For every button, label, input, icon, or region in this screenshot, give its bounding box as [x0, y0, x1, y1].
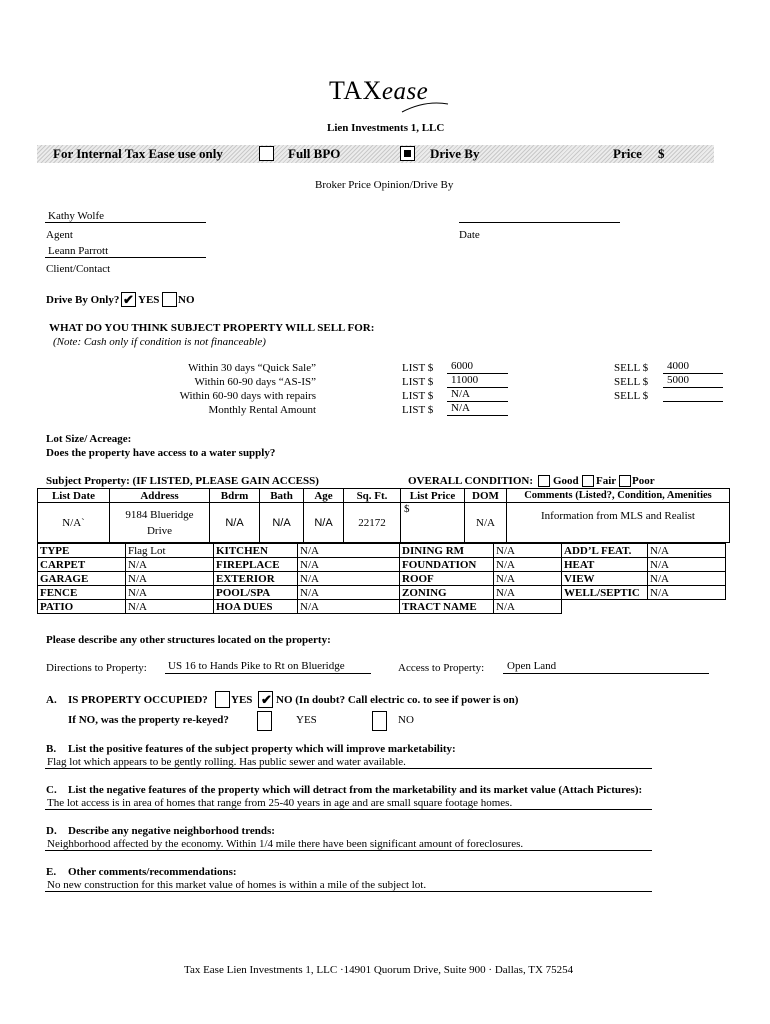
client-label: Client/Contact — [46, 263, 111, 275]
section-e-label: Other comments/recommendations: — [68, 866, 237, 878]
occupied-yes-label: YES — [231, 694, 253, 706]
list-value[interactable]: N/A — [451, 402, 470, 414]
section-b-prefix: B. — [46, 743, 57, 755]
features-table — [37, 543, 726, 614]
condition-poor-label: Poor — [632, 475, 655, 487]
header-list-date: List Date — [38, 489, 110, 503]
list-underline — [447, 415, 508, 416]
water-supply-label: Does the property have access to a water supply? — [46, 447, 276, 459]
feature-key: KITCHEN — [214, 544, 298, 558]
feature-key: ZONING — [400, 586, 494, 600]
feature-value[interactable]: N/A — [298, 586, 400, 600]
full-bpo-checkbox[interactable] — [259, 146, 274, 161]
subject-table — [37, 488, 730, 543]
section-d-prefix: D. — [46, 825, 57, 837]
cell-sqft[interactable]: 22172 — [344, 503, 401, 543]
subject-heading: Subject Property: (IF LISTED, PLEASE GAIN ACCESS) — [46, 475, 319, 487]
feature-value[interactable]: N/A — [494, 586, 562, 600]
header-comments: Comments (Listed?, Condition, Amenities — [507, 489, 730, 503]
sell-value[interactable]: 5000 — [667, 374, 689, 386]
rekeyed-yes-label: YES — [296, 714, 317, 726]
sell-heading: WHAT DO YOU THINK SUBJECT PROPERTY WILL SELL FOR: — [49, 322, 375, 334]
drive-by-yes-label: YES — [138, 294, 160, 306]
footer-address: Tax Ease Lien Investments 1, LLC ·14901 Quorum Drive, Suite 900 · Dallas, TX 75254 — [184, 964, 574, 976]
feature-key — [562, 600, 648, 614]
condition-fair-label: Fair — [596, 475, 617, 487]
feature-key: WELL/SEPTIC — [562, 586, 648, 600]
section-c-answer[interactable]: The lot access is in area of homes that range from 25-40 years in age and are small square footage homes. — [47, 797, 513, 809]
drive-by-label: Drive By — [430, 146, 480, 161]
cell-dom[interactable]: N/A — [465, 503, 507, 543]
feature-value[interactable]: Flag Lot — [126, 544, 214, 558]
sell-underline — [663, 401, 723, 402]
price-currency: $ — [658, 146, 665, 161]
feature-key: VIEW — [562, 572, 648, 586]
drive-by-no-checkbox[interactable] — [162, 292, 177, 307]
feature-row — [38, 586, 726, 600]
feature-key: ADD’L FEAT. — [562, 544, 648, 558]
feature-row — [38, 572, 726, 586]
feature-key: POOL/SPA — [214, 586, 298, 600]
feature-value[interactable]: N/A — [494, 558, 562, 572]
overall-condition-label: OVERALL CONDITION: — [408, 475, 533, 487]
list-label: LIST $ — [402, 404, 434, 416]
rekeyed-yes-checkbox[interactable] — [257, 711, 272, 731]
cell-age[interactable]: N/A — [304, 503, 344, 543]
feature-key: CARPET — [38, 558, 126, 572]
logo-swoosh-icon — [400, 100, 450, 114]
condition-fair-checkbox[interactable] — [582, 475, 594, 487]
feature-value[interactable]: N/A — [648, 558, 726, 572]
agent-label: Agent — [46, 229, 73, 241]
feature-value[interactable]: N/A — [126, 600, 214, 614]
feature-key: EXTERIOR — [214, 572, 298, 586]
feature-key: ROOF — [400, 572, 494, 586]
sell-row-label: Monthly Rental Amount — [208, 404, 316, 416]
feature-value[interactable]: N/A — [126, 586, 214, 600]
condition-poor-checkbox[interactable] — [619, 475, 631, 487]
list-label: LIST $ — [402, 376, 434, 388]
feature-value[interactable]: N/A — [126, 558, 214, 572]
full-bpo-label: Full BPO — [288, 146, 341, 161]
section-e-answer[interactable]: No new construction for this market value of homes is within a mile of the subject lot. — [47, 879, 427, 891]
header-age: Age — [304, 489, 344, 503]
feature-value[interactable]: N/A — [648, 544, 726, 558]
occupied-label: IS PROPERTY OCCUPIED? — [68, 694, 208, 706]
taxease-logo: TAXease — [329, 76, 429, 105]
sell-note: (Note: Cash only if condition is not financeable) — [53, 336, 266, 348]
rekeyed-label: If NO, was the property re-keyed? — [68, 714, 229, 726]
directions-value[interactable]: US 16 to Hands Pike to Rt on Blueridge — [168, 660, 345, 672]
date-field[interactable] — [459, 222, 620, 223]
feature-row — [38, 600, 726, 614]
sell-row-label: Within 60-90 days “AS-IS” — [194, 376, 316, 388]
header-list-price: List Price — [401, 489, 465, 503]
feature-key: GARAGE — [38, 572, 126, 586]
check-icon: ✔ — [123, 292, 134, 307]
feature-key: FOUNDATION — [400, 558, 494, 572]
feature-value[interactable] — [648, 600, 726, 614]
sell-row-label: Within 60-90 days with repairs — [179, 390, 316, 402]
rekeyed-no-label: NO — [398, 714, 414, 726]
feature-value[interactable]: N/A — [298, 572, 400, 586]
feature-row — [38, 558, 726, 572]
date-label: Date — [459, 229, 480, 241]
feature-value[interactable]: N/A — [298, 558, 400, 572]
lot-size-label: Lot Size/ Acreage: — [46, 433, 132, 445]
list-label: LIST $ — [402, 362, 434, 374]
doc-title: Broker Price Opinion/Drive By — [315, 179, 454, 191]
header-bdrm: Bdrm — [210, 489, 260, 503]
feature-value[interactable]: N/A — [648, 572, 726, 586]
cell-bdrm[interactable]: N/A — [210, 503, 260, 543]
cell-bath[interactable]: N/A — [260, 503, 304, 543]
access-value[interactable]: Open Land — [507, 660, 557, 672]
header-sqft: Sq. Ft. — [344, 489, 401, 503]
cell-address[interactable]: 9184 Blueridge Drive — [110, 503, 210, 543]
sell-label: SELL $ — [614, 376, 649, 388]
section-d-answer[interactable]: Neighborhood affected by the economy. Within 1/4 mile there have been significant amount of foreclosures. — [47, 838, 524, 850]
directions-label: Directions to Property: — [46, 662, 147, 674]
header-dom: DOM — [465, 489, 507, 503]
section-b-label: List the positive features of the subject property which will improve marketability: — [68, 743, 456, 755]
sell-underline — [663, 387, 723, 388]
price-label: Price — [613, 146, 642, 161]
sell-value[interactable]: 4000 — [667, 360, 689, 372]
logo-subtitle: Lien Investments 1, LLC — [327, 122, 445, 134]
feature-value[interactable]: N/A — [494, 544, 562, 558]
occupied-yes-checkbox[interactable] — [215, 691, 230, 708]
rekeyed-no-checkbox[interactable] — [372, 711, 387, 731]
condition-good-label: Good — [553, 475, 579, 487]
occupied-prefix: A. — [46, 694, 57, 706]
feature-value[interactable]: N/A — [494, 600, 562, 614]
cell-list-price[interactable]: $ — [401, 503, 465, 543]
condition-good-checkbox[interactable] — [538, 475, 550, 487]
feature-key: TRACT NAME — [400, 600, 494, 614]
drive-by-checkbox[interactable] — [400, 146, 415, 161]
feature-row — [38, 544, 726, 558]
feature-key: DINING RM — [400, 544, 494, 558]
list-value[interactable]: 6000 — [451, 360, 473, 372]
internal-use-label: For Internal Tax Ease use only — [53, 146, 223, 161]
check-icon: ✔ — [261, 692, 272, 707]
feature-key: TYPE — [38, 544, 126, 558]
list-value[interactable]: N/A — [451, 388, 470, 400]
table-row — [38, 503, 730, 543]
feature-value[interactable]: N/A — [298, 544, 400, 558]
header-address: Address — [110, 489, 210, 503]
feature-value[interactable]: N/A — [494, 572, 562, 586]
feature-key: HEAT — [562, 558, 648, 572]
structures-label: Please describe any other structures located on the property: — [46, 634, 331, 646]
section-c-prefix: C. — [46, 784, 57, 796]
sell-label: SELL $ — [614, 390, 649, 402]
section-b-answer[interactable]: Flag lot which appears to be gently rolling. Has public sewer and water available. — [47, 756, 406, 768]
section-e-prefix: E. — [46, 866, 57, 878]
list-label: LIST $ — [402, 390, 434, 402]
sell-row-label: Within 30 days “Quick Sale” — [188, 362, 316, 374]
drive-by-only-label: Drive By Only? — [46, 294, 120, 306]
feature-key: FIREPLACE — [214, 558, 298, 572]
feature-key: FENCE — [38, 586, 126, 600]
header-bath: Bath — [260, 489, 304, 503]
feature-value[interactable]: N/A — [298, 600, 400, 614]
list-value[interactable]: 11000 — [451, 374, 479, 386]
cell-list-date[interactable]: N/A` — [38, 503, 110, 543]
feature-value[interactable]: N/A — [126, 572, 214, 586]
internal-use-banner — [37, 145, 714, 163]
section-d-label: Describe any negative neighborhood trends: — [68, 825, 275, 837]
feature-value[interactable]: N/A — [648, 586, 726, 600]
sell-label: SELL $ — [614, 362, 649, 374]
access-label: Access to Property: — [398, 662, 485, 674]
section-c-label: List the negative features of the property which will detract from the marketability and its market value (Attach Pictures): — [68, 784, 643, 796]
occupied-no-label: NO (In doubt? Call electric co. to see if power is on) — [276, 694, 519, 706]
feature-key: HOA DUES — [214, 600, 298, 614]
feature-key: PATIO — [38, 600, 126, 614]
drive-by-no-label: NO — [178, 294, 195, 306]
table-header-row — [38, 489, 730, 503]
agent-name[interactable]: Kathy Wolfe — [48, 210, 105, 222]
cell-comments[interactable]: Information from MLS and Realist — [507, 503, 730, 543]
client-name[interactable]: Leann Parrott — [48, 245, 109, 257]
